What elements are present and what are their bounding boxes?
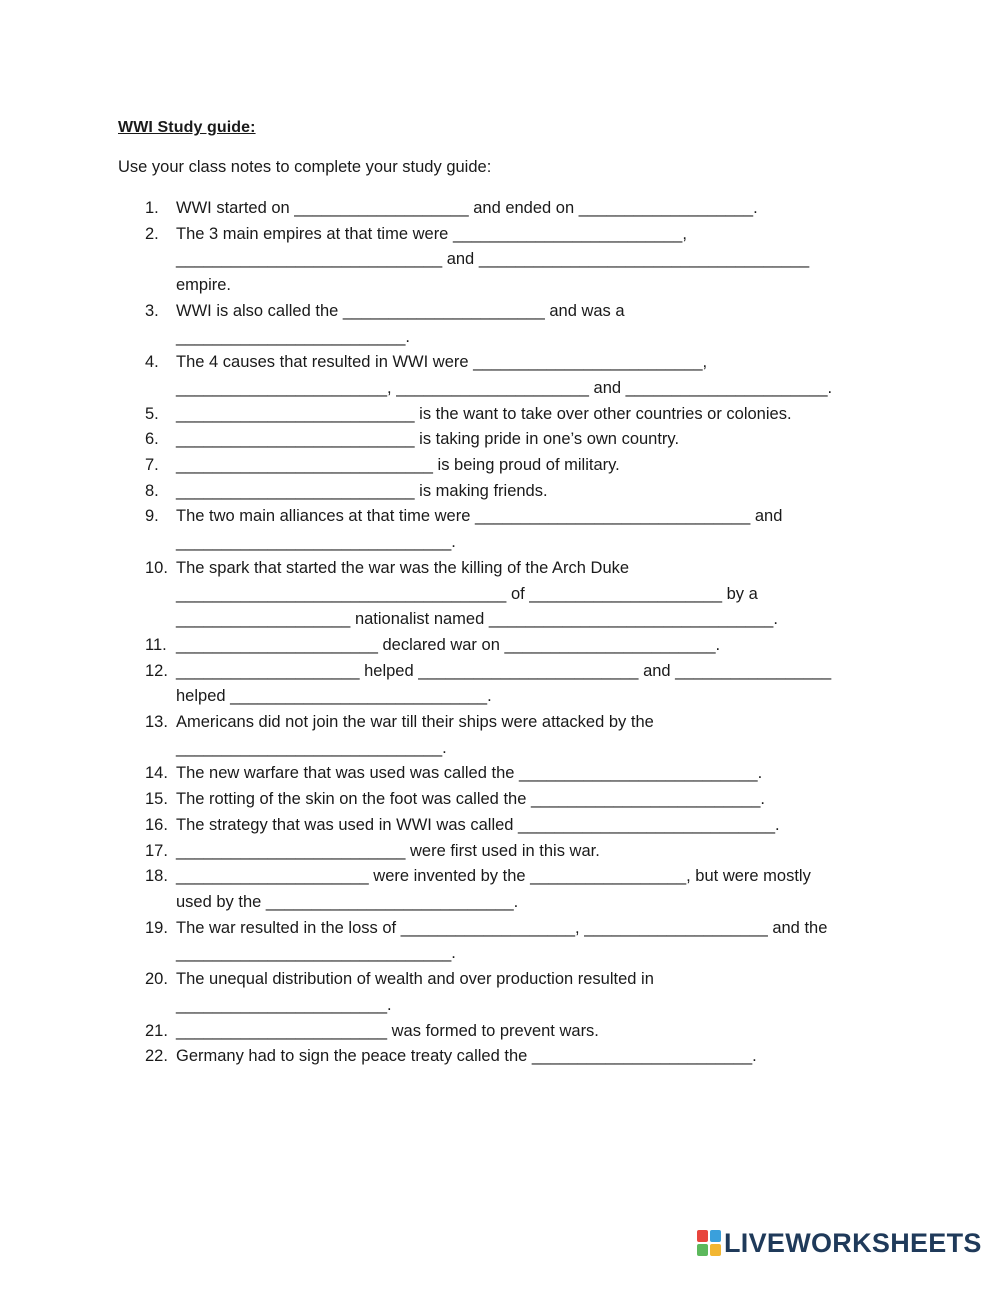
question-number: 13.	[145, 713, 168, 732]
question-list	[145, 196, 885, 1070]
question-number: 1.	[145, 199, 159, 217]
logo-block-l	[697, 1230, 708, 1242]
question-line: ______________________________.	[176, 533, 456, 552]
question-text	[176, 916, 885, 967]
question-item	[145, 787, 885, 813]
question-number: 2.	[145, 224, 159, 243]
question-line: _______________________ was formed to prevent wars.	[176, 1021, 599, 1040]
question-item	[145, 196, 885, 222]
question-text	[176, 787, 885, 813]
question-item	[145, 633, 885, 659]
question-line: WWI started on ___________________ and ended on ___________________.	[176, 199, 758, 217]
question-line: The rotting of the skin on the foot was called the _________________________.	[176, 790, 765, 809]
question-line: The 3 main empires at that time were _________________________,	[176, 224, 687, 243]
logo-block-v	[697, 1244, 708, 1256]
question-line: The new warfare that was used was called the __________________________.	[176, 764, 763, 783]
question-text	[176, 813, 885, 839]
question-item	[145, 710, 885, 761]
question-number: 3.	[145, 301, 159, 320]
question-text	[176, 1019, 885, 1045]
question-line: Germany had to sign the peace treaty called the ________________________.	[176, 1047, 757, 1066]
question-line: ______________________________.	[176, 944, 456, 963]
liveworksheets-logo	[697, 1228, 982, 1258]
question-line: empire.	[176, 276, 232, 295]
question-item	[145, 916, 885, 967]
question-line: __________________________ is the want to take over other countries or colonies.	[176, 404, 792, 423]
question-line: Americans did not join the war till their ships were attacked by the	[176, 713, 654, 732]
question-line: ____________________________________ of _____________________ by a	[176, 584, 758, 603]
question-line: used by the ___________________________.	[176, 892, 519, 911]
question-item	[145, 659, 885, 710]
question-text	[176, 633, 885, 659]
question-text	[176, 1044, 885, 1070]
question-item	[145, 813, 885, 839]
question-text	[176, 556, 885, 633]
question-item	[145, 453, 885, 479]
question-text	[176, 453, 885, 479]
question-text	[176, 196, 885, 222]
instructions-text: Use your class notes to complete your study guide:	[118, 158, 492, 176]
question-number: 16.	[145, 815, 168, 834]
question-item	[145, 1044, 885, 1070]
question-line: _____________________ were invented by the _________________, but were mostly	[176, 867, 811, 886]
question-number: 21.	[145, 1021, 168, 1040]
question-line: The strategy that was used in WWI was called ____________________________.	[176, 815, 780, 834]
question-line: ____________________________ is being proud of military.	[176, 456, 620, 475]
question-line: _____________________________.	[176, 738, 447, 757]
question-number: 8.	[145, 481, 159, 500]
question-text	[176, 659, 885, 710]
question-text	[176, 761, 885, 787]
question-number: 6.	[145, 430, 159, 449]
question-item	[145, 350, 885, 401]
question-item	[145, 864, 885, 915]
question-number: 14.	[145, 764, 168, 783]
question-line: The spark that started the war was the killing of the Arch Duke	[176, 558, 630, 577]
question-number: 12.	[145, 661, 168, 680]
question-text	[176, 967, 885, 1018]
logo-block-e	[710, 1244, 721, 1256]
question-item	[145, 504, 885, 555]
question-line: _____________________________ and ____________________________________	[176, 250, 810, 269]
question-text	[176, 427, 885, 453]
question-line: __________________________ is making friends.	[176, 481, 548, 500]
question-line: The 4 causes that resulted in WWI were _________________________,	[176, 353, 708, 372]
question-number: 22.	[145, 1047, 168, 1066]
liveworksheets-logo-icon	[697, 1230, 721, 1256]
question-line: _________________________.	[176, 327, 410, 346]
question-item	[145, 222, 885, 299]
question-text	[176, 864, 885, 915]
question-item	[145, 967, 885, 1018]
question-line: __________________________ is taking pride in one’s own country.	[176, 430, 680, 449]
question-number: 19.	[145, 918, 168, 937]
question-number: 18.	[145, 867, 168, 886]
question-line: ____________________ helped ________________________ and _________________	[176, 661, 832, 680]
question-line: WWI is also called the ______________________ and was a	[176, 301, 625, 320]
question-line: The war resulted in the loss of ___________________, ____________________ and the	[176, 918, 828, 937]
liveworksheets-wordmark: LIVEWORKSHEETS	[724, 1228, 982, 1258]
question-number: 5.	[145, 404, 159, 423]
question-number: 11.	[145, 635, 167, 654]
question-text	[176, 299, 885, 350]
question-line: The unequal distribution of wealth and over production resulted in	[176, 970, 654, 989]
question-item	[145, 1019, 885, 1045]
logo-block-i	[710, 1230, 721, 1242]
question-number: 15.	[145, 790, 168, 809]
question-text	[176, 222, 885, 299]
question-text	[176, 479, 885, 505]
question-item	[145, 427, 885, 453]
question-text	[176, 710, 885, 761]
question-line: The two main alliances at that time were ______________________________ and	[176, 507, 783, 526]
question-number: 4.	[145, 353, 159, 372]
question-line: _________________________ were first used in this war.	[176, 841, 600, 860]
question-number: 20.	[145, 970, 168, 989]
question-item	[145, 761, 885, 787]
question-item	[145, 479, 885, 505]
question-number: 7.	[145, 456, 159, 475]
question-text	[176, 504, 885, 555]
question-line: _______________________, _____________________ and ______________________.	[176, 378, 833, 397]
question-line: _______________________.	[176, 995, 392, 1014]
question-number: 9.	[145, 507, 159, 526]
page-title: WWI Study guide:	[118, 119, 256, 136]
question-item	[145, 839, 885, 865]
question-number: 10.	[145, 558, 168, 577]
question-text	[176, 839, 885, 865]
question-line: helped ____________________________.	[176, 687, 492, 706]
question-line: ______________________ declared war on _______________________.	[176, 635, 721, 654]
question-line: ___________________ nationalist named _______________________________.	[176, 610, 778, 629]
question-item	[145, 556, 885, 633]
question-text	[176, 402, 885, 428]
question-text	[176, 350, 885, 401]
question-item	[145, 299, 885, 350]
question-number: 17.	[145, 841, 168, 860]
question-item	[145, 402, 885, 428]
